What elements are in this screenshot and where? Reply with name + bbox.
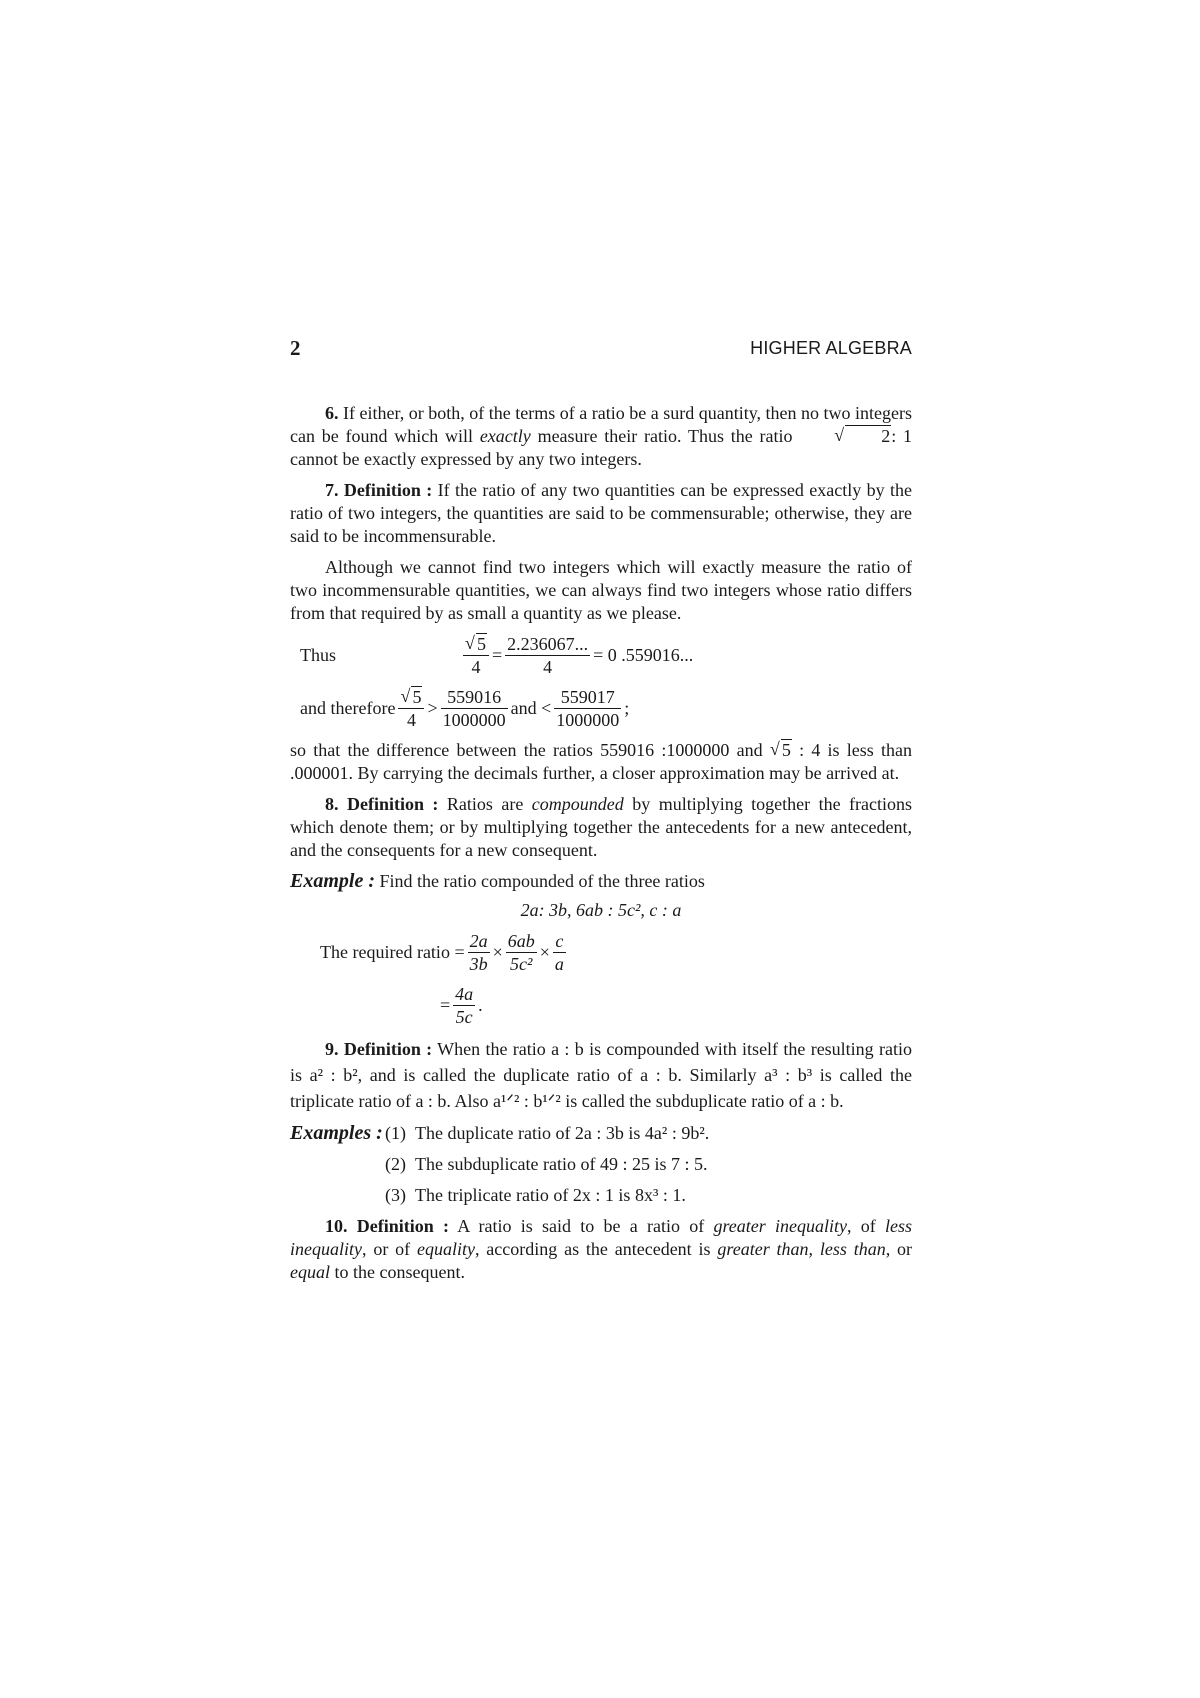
section-10: 10. Definition : A ratio is said to be a ratio of greater inequality, of less inequality, or of equality, according as the antecedent is greater than, less than, or equal to the consequent. [290, 1216, 913, 1282]
fraction: $\frac{6ab}{\text{5c²}}$ [507, 931, 535, 974]
equation-required: The required ratio = $\frac{2a}{3b}$ × $\frac{6ab}{\text{5c²}}$ × $\frac{c}{a}$ [320, 931, 564, 974]
sqrt-symbol: √ 5 [770, 739, 792, 762]
equation-thus: Thus √ $\frac{5}{4}$ = $\frac{2.236067...}{4}$ = 0 .559016... [300, 633, 912, 678]
section-number: 8. [325, 794, 339, 814]
list-item: (3) The triplicate ratio of 2x : 1 is 8x³ : 1. [385, 1185, 686, 1205]
definition-label: Definition : [343, 1039, 433, 1059]
equation-therefore: and therefore √ $\frac{5}{4}$ > $\frac{559016}{1000000}$ and < $\frac{559017}{1000000}$ ; [300, 686, 912, 731]
examples-list [290, 1122, 912, 1207]
ratios: 2a: 3b, 6ab : 5c², c : a [520, 900, 682, 920]
examples-label: Examples : [290, 1122, 383, 1144]
section-8: 8. Definition : Ratios are compounded by multiplying together the fractions which denote them; or by multiplying together the antecedents for a new antecedent, and the consequents for a new consequent. [290, 794, 913, 860]
section-number: 7. [325, 480, 339, 500]
fraction: $\frac{4a}{5c}$ [455, 984, 474, 1027]
example-label: Example : [290, 870, 375, 892]
list-item: Examples : (1) The duplicate ratio of 2a : 3b is 4a² : 9b². [290, 1122, 710, 1144]
section-7: 7. Definition : If the ratio of any two quantities can be expressed exactly by the ratio of two integers, the quantities are said to be commensurable; otherwise, they are said to be incommensurable. [290, 480, 913, 546]
example: Example : Find the ratio compounded of the three ratios [290, 870, 705, 892]
list-item: (2) The subduplicate ratio of 49 : 25 is 7 : 5. [385, 1154, 708, 1174]
running-title: HIGHER ALGEBRA [750, 338, 912, 358]
page-number: 2 [290, 336, 301, 360]
fraction: $\frac{559017}{1000000}$ [556, 687, 620, 730]
definition-label: Definition : [356, 1216, 449, 1236]
section-6: 6. If either, or both, of the terms of a ratio be a surd quantity, then no two integers can be found which will exactly measure their ratio. Thus the ratio √ 2: 1 cannot be exactly expressed by any two integers. [290, 402, 912, 471]
equation-result: = $\frac{4a}{5c}$ . [440, 984, 483, 1027]
definition-label: Definition : [343, 480, 433, 500]
page-body [290, 402, 912, 1292]
fraction: $\frac{2a}{3b}$ [469, 931, 488, 974]
definition-label: Definition : [346, 794, 439, 814]
section-number: 10. [325, 1216, 348, 1236]
fraction: √ $\frac{5}{4}$ [463, 633, 489, 678]
fraction: $\frac{559016}{1000000}$ [442, 687, 506, 730]
sqrt-symbol: √ 2 [799, 425, 891, 448]
paragraph: so that the difference between the ratios 559016 :1000000 and √ 5 : 4 is less than .000001. By carrying the decimals further, a closer approximation may be arrived at. [290, 739, 912, 785]
section-number: 9. [325, 1039, 339, 1059]
section-number: 6. [325, 403, 339, 423]
fraction: √ $\frac{5}{4}$ [398, 686, 424, 731]
page-header [290, 336, 912, 366]
section-9: 9. Definition : When the ratio a : b is compounded with itself the resulting ratio is a² : b², and is called the duplicate ratio of a : b. Similarly a³ : b³ is called the triplicate ratio of a : b. Also a¹ᐟ² : b¹ᐟ² is called the subduplicate ratio of a : b. [290, 1039, 912, 1111]
paragraph: Although we cannot find two integers which will exactly measure the ratio of two incommensurable quantities, we can always find two integers whose ratio differs from that required by as small a quantity as we please. [290, 557, 912, 623]
fraction: $\frac{2.236067...}{4}$ [507, 634, 589, 677]
fraction: $\frac{c}{a}$ [554, 931, 564, 974]
